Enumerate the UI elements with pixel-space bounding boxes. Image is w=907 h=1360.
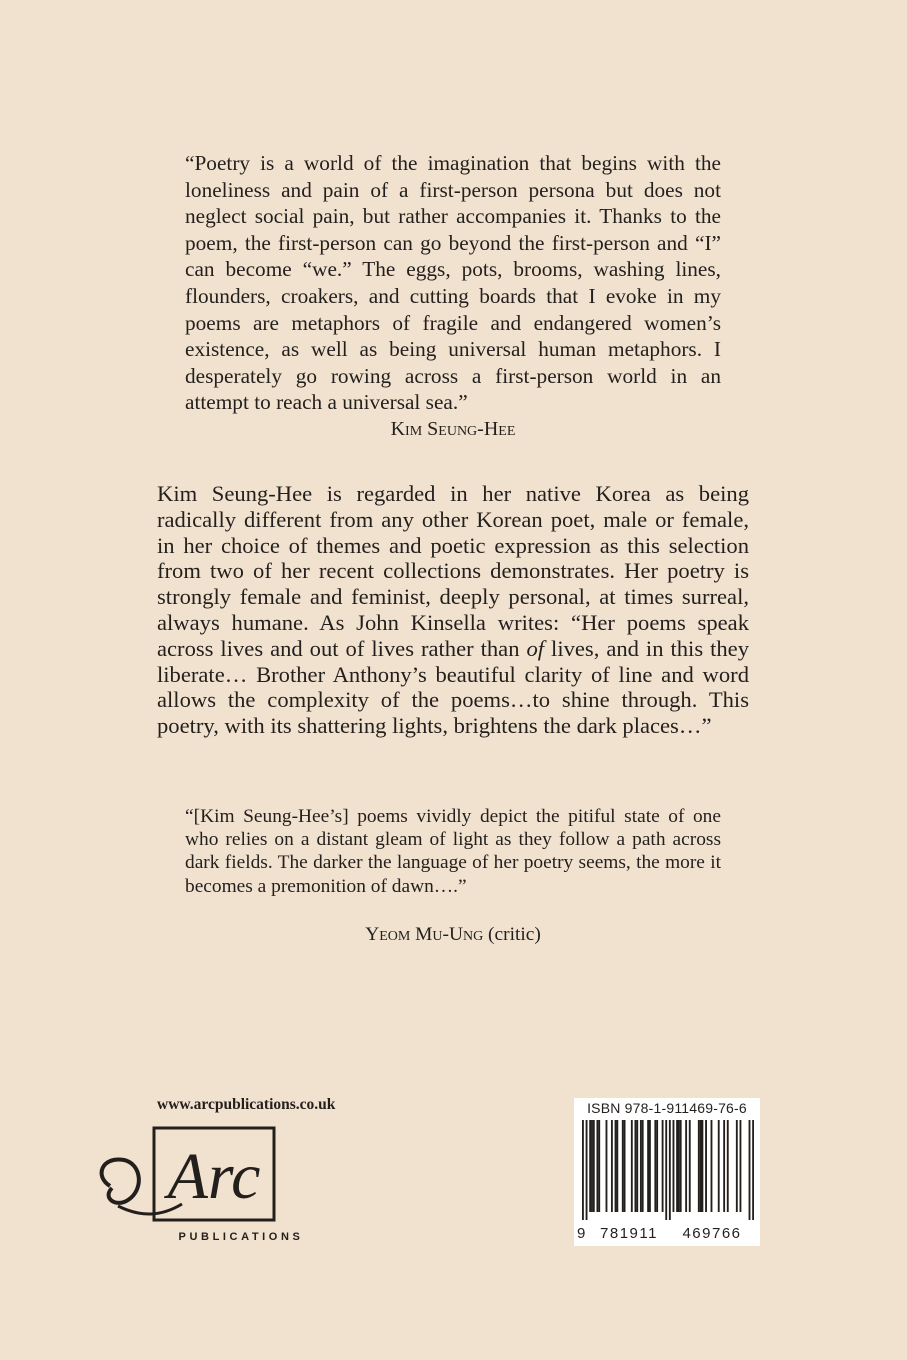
- barcode-bar: [615, 1120, 617, 1212]
- barcode-bar: [636, 1120, 638, 1212]
- arc-publications-logo: [92, 1126, 307, 1244]
- barcode-bar: [700, 1120, 702, 1212]
- logo-wordmark: Arc: [167, 1140, 261, 1213]
- barcode-bar: [622, 1120, 624, 1212]
- author-quote: “Poetry is a world of the imagination that begins with the loneliness and pain of a first-person persona but does not neglect social pain, but rather accompanies it. Thanks to the poem, the first-person can go beyond the first-person and “I” can become “we.” The eggs, pots, brooms, washing lines, flounders, croakers, and cutting boards that I evoke in my poems are metaphors of fragile and endangered women’s existence, as well as being universal human metaphors. I desperately go rowing across a first-person world in an attempt to reach a universal sea.”: [185, 151, 721, 415]
- barcode-bar: [616, 1120, 618, 1212]
- publisher-website[interactable]: www.arcpublications.co.uk: [157, 1096, 336, 1113]
- barcode-bar: [654, 1120, 656, 1212]
- barcode-bar: [649, 1120, 651, 1212]
- barcode-bar: [640, 1120, 642, 1212]
- barcode-bar: [685, 1120, 687, 1212]
- barcode-bars: [582, 1120, 754, 1220]
- barcode-bar: [591, 1120, 593, 1212]
- barcode-bar: [586, 1120, 588, 1220]
- barcode-left-group: 781911: [600, 1225, 658, 1242]
- barcode-bar: [678, 1120, 680, 1212]
- barcode-bar: [606, 1120, 608, 1212]
- barcode-bar: [711, 1120, 713, 1212]
- barcode-bar: [642, 1120, 644, 1212]
- barcode-right-group: 469766: [682, 1225, 742, 1242]
- barcode-bar: [749, 1120, 751, 1220]
- barcode-bar: [647, 1120, 649, 1212]
- barcode-bar: [611, 1120, 613, 1212]
- critic-role: (critic): [488, 924, 541, 945]
- barcode-bar: [727, 1120, 729, 1212]
- barcode-bar: [723, 1120, 725, 1212]
- barcode-bar: [589, 1120, 591, 1212]
- barcode-digits: [574, 1223, 760, 1243]
- barcode-bar: [698, 1120, 700, 1212]
- barcode-bar: [596, 1120, 598, 1212]
- barcode-bar: [662, 1120, 664, 1212]
- barcode-bar: [669, 1120, 671, 1220]
- barcode-bar: [740, 1120, 742, 1212]
- barcode-bar: [665, 1120, 667, 1220]
- barcode-bar: [701, 1120, 703, 1212]
- barcode-bar: [752, 1120, 754, 1220]
- barcode-bar: [598, 1120, 600, 1212]
- barcode-bar: [582, 1120, 584, 1220]
- barcode-bar: [593, 1120, 595, 1212]
- barcode-bar: [676, 1120, 678, 1212]
- barcode-bar: [718, 1120, 720, 1212]
- description-italic-word: of: [526, 635, 545, 661]
- critic-quote-attribution: [185, 924, 721, 946]
- isbn-label: ISBN 978-1-911469-76-6: [587, 1100, 747, 1116]
- logo-swash: [102, 1159, 139, 1202]
- barcode-block: [574, 1098, 760, 1246]
- description-text-part-1: Kim Seung-Hee is regarded in her native Korea as being radically different from any other Korean poet, male or female, in her choice of themes and poetic expression as this selection from two of her recent collections demonstrates. Her poetry is strongly female and feminist, deeply personal, at times surreal, always humane. As John Kinsella writes: “Her poems speak across lives and out of lives rather than: [157, 481, 749, 661]
- barcode-bar: [680, 1120, 682, 1212]
- critic-quote: “[Kim Seung-Hee’s] poems vividly depict the pitiful state of one who relies on a distant gleam of light as they follow a path across dark fields. The darker the language of her poetry seems, the more it becomes a premonition of dawn….”: [185, 806, 721, 897]
- barcode-first-digit: 9: [577, 1225, 586, 1242]
- barcode-bar: [736, 1120, 738, 1212]
- barcode-bar: [705, 1120, 707, 1212]
- author-quote-attribution: Kim Seung-Hee: [390, 418, 516, 440]
- barcode-bar: [624, 1120, 626, 1212]
- logo-subtitle: PUBLICATIONS: [178, 1231, 304, 1243]
- barcode-bar: [635, 1120, 637, 1212]
- book-description: [157, 481, 749, 739]
- description-text-part-2: lives, and in this they liberate… Brother Anthony’s beautiful clarity of line and word allows the complexity of the poems…to shine through. This poetry, with its shattering lights, brightens the dark places…”: [157, 635, 749, 739]
- barcode-bar: [673, 1120, 675, 1212]
- barcode-bar: [689, 1120, 691, 1212]
- barcode-bar: [656, 1120, 658, 1212]
- barcode-bar: [631, 1120, 633, 1212]
- critic-name: Yeom Mu-Ung: [365, 924, 484, 945]
